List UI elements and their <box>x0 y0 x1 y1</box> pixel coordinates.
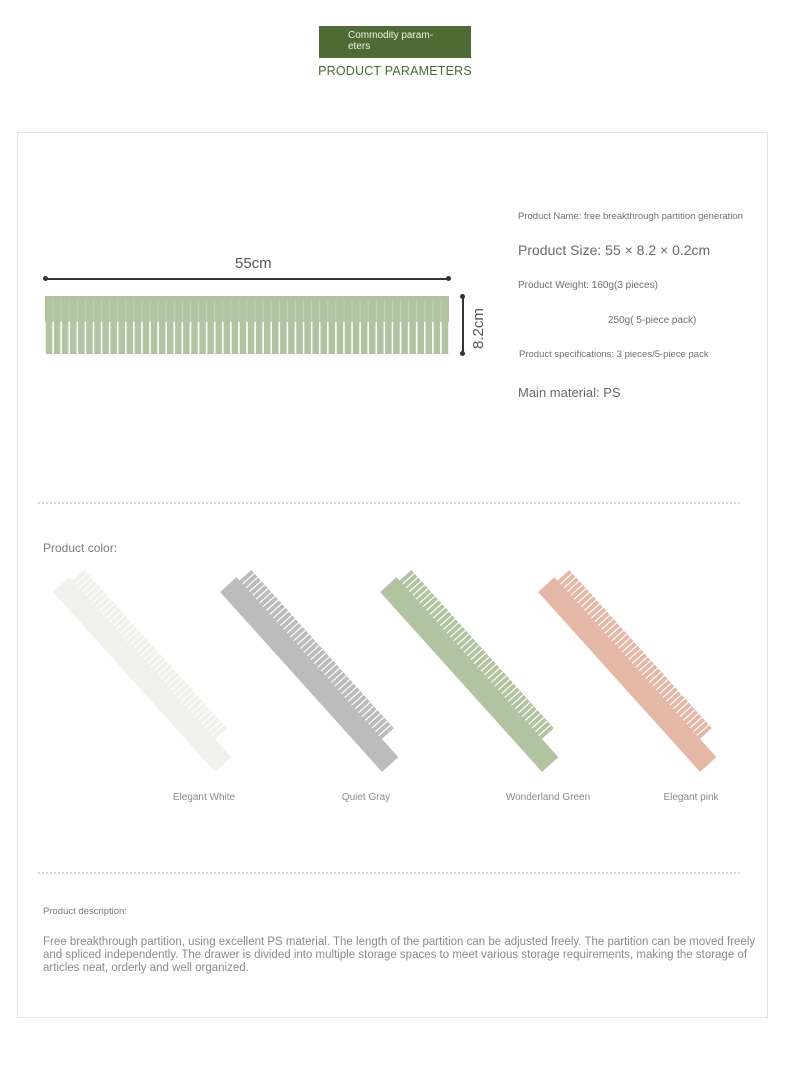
product-description-label: Product description: <box>43 906 127 917</box>
spec-product-weight-alt: 250g( 5-piece pack) <box>608 315 697 326</box>
divider-tooth <box>264 320 270 354</box>
swatch-spine <box>380 577 558 772</box>
divider-tooth <box>345 320 351 354</box>
divider-tooth <box>417 320 423 354</box>
divider-image <box>45 296 449 354</box>
divider-tooth <box>102 320 108 354</box>
divider-tooth <box>199 320 205 354</box>
divider-tooth <box>167 320 173 354</box>
divider-tooth <box>135 320 141 354</box>
divider-tooth <box>183 320 189 354</box>
swatch-name-white: Elegant White <box>172 792 236 803</box>
swatch-name-green: Wonderland Green <box>505 792 591 803</box>
divider-tooth <box>78 320 84 354</box>
swatch-spine <box>538 577 716 772</box>
product-description-text: Free breakthrough partition, using excellent PS material. The length of the partition can be adjusted freely. The partition can be moved freely and spliced independently. The drawer is divided into multiple storage spaces to meet various storage requirements, making the storage of articles neat, orderly and well organized. <box>43 936 756 974</box>
divider-tooth <box>110 320 116 354</box>
divider-tooth <box>70 320 76 354</box>
length-dim-right-dot <box>446 276 451 281</box>
height-label: 8.2cm <box>470 308 487 349</box>
divider-tooth <box>151 320 157 354</box>
divider-tooth <box>353 320 359 354</box>
divider-tooth <box>232 320 238 354</box>
divider-tooth <box>240 320 246 354</box>
divider-tooth <box>288 320 294 354</box>
divider-tooth <box>248 320 254 354</box>
spec-product-size: Product Size: 55 × 8.2 × 0.2cm <box>518 242 711 258</box>
header-badge <box>319 26 471 58</box>
color-swatches <box>0 560 790 780</box>
length-label: 55cm <box>235 255 272 272</box>
divider-tooth <box>54 320 60 354</box>
swatch-pink <box>538 567 728 772</box>
spec-product-name: Product Name: free breakthrough partition generation <box>518 211 743 222</box>
divider-tooth <box>304 320 310 354</box>
swatch-white <box>53 567 243 772</box>
divider-comb <box>45 296 449 354</box>
divider-tooth <box>127 320 133 354</box>
spec-main-material: Main material: PS <box>518 385 621 400</box>
divider-tooth <box>321 320 327 354</box>
swatch-gray <box>220 567 410 772</box>
divider-tooth <box>119 320 125 354</box>
divider-tooth <box>401 320 407 354</box>
length-dim-line <box>45 278 449 280</box>
divider-tooth <box>409 320 415 354</box>
swatch-name-pink: Elegant pink <box>663 792 719 803</box>
divider-tooth <box>175 320 181 354</box>
divider-tooth <box>296 320 302 354</box>
divider-tooth <box>143 320 149 354</box>
page-title: PRODUCT PARAMETERS <box>318 64 472 78</box>
divider-tooth <box>426 320 432 354</box>
divider-tooth <box>385 320 391 354</box>
divider-tooth <box>159 320 165 354</box>
swatch-spine <box>220 577 398 772</box>
divider-tooth <box>377 320 383 354</box>
product-color-label: Product color: <box>43 541 118 555</box>
divider-tooth <box>329 320 335 354</box>
divider-tooth <box>434 320 440 354</box>
divider-tooth <box>280 320 286 354</box>
divider-tooth <box>272 320 278 354</box>
swatch-spine <box>53 577 231 772</box>
divider-tooth <box>393 320 399 354</box>
section-divider <box>38 502 740 504</box>
divider-tooth <box>361 320 367 354</box>
divider-tooth <box>256 320 262 354</box>
divider-tooth <box>312 320 318 354</box>
divider-tooth <box>86 320 92 354</box>
divider-tooth <box>224 320 230 354</box>
divider-tooth <box>337 320 343 354</box>
divider-tooth <box>369 320 375 354</box>
swatch-name-gray: Quiet Gray <box>341 792 391 803</box>
header-badge-text: Commodity param-eters <box>348 30 434 52</box>
divider-tooth <box>215 320 221 354</box>
swatch-green <box>380 567 570 772</box>
divider-tooth <box>94 320 100 354</box>
spec-product-specifications: Product specifications: 3 pieces/5-piece pack <box>519 349 709 360</box>
divider-tooth <box>191 320 197 354</box>
spec-product-weight: Product Weight: 160g(3 pieces) <box>518 280 658 291</box>
divider-tooth <box>207 320 213 354</box>
divider-tooth <box>46 320 52 354</box>
section-divider <box>38 872 740 874</box>
height-dim-bottom-dot <box>460 351 465 356</box>
divider-tooth <box>442 320 448 354</box>
height-dim-line <box>462 296 464 354</box>
divider-tooth <box>62 320 68 354</box>
